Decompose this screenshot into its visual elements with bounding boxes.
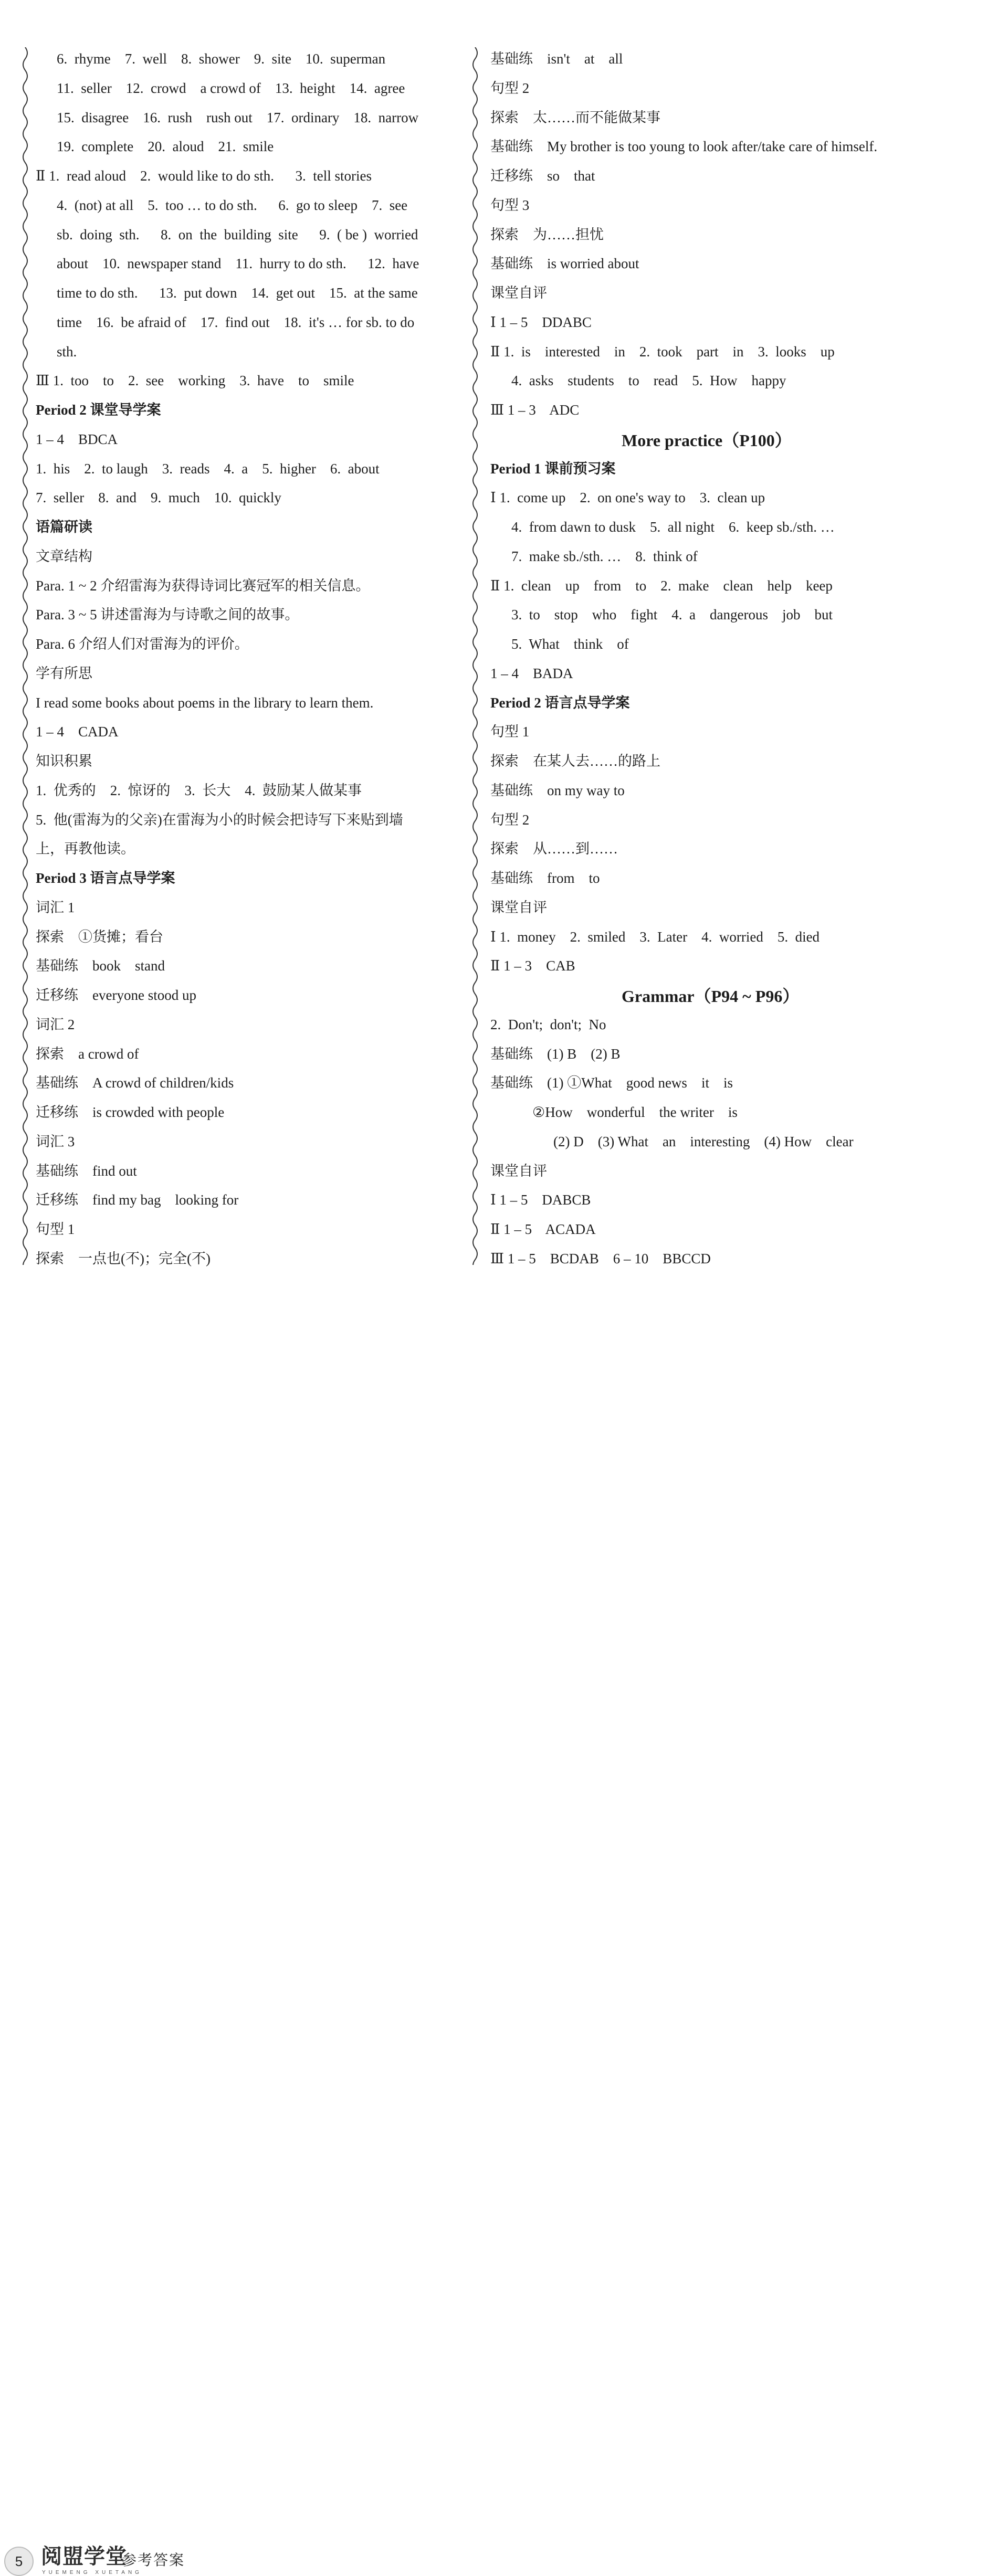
period-heading: Period 2 语言点导学案 [490, 694, 630, 711]
answer-line: 迁移练 so that [490, 168, 595, 184]
answer-line: 7. seller 8. and 9. much 10. quickly [36, 490, 281, 506]
answer-line: 6. rhyme 7. well 8. shower 9. site 10. superman [57, 51, 386, 67]
answer-line: 句型 2 [490, 811, 530, 828]
period-heading: Period 2 课堂导学案 [36, 402, 161, 418]
period-heading: 语篇研读 [36, 519, 92, 535]
answer-line: 基础练 (1) B (2) B [490, 1046, 621, 1062]
answer-line: 基础练 from to [490, 870, 600, 886]
publisher-logo: 阅盟学堂 [41, 2545, 127, 2569]
page-footer [0, 1270, 998, 2575]
answer-line: 文章结构 [36, 548, 92, 564]
answer-line: 句型 3 [490, 197, 530, 213]
answer-line: 探索 从……到…… [490, 841, 618, 857]
answer-line: Ⅰ 1. money 2. smiled 3. Later 4. worried 5. died [490, 928, 820, 945]
answer-line: about 10. newspaper stand 11. hurry to do sth. 12. have [57, 256, 419, 272]
answer-line: 1 – 4 BADA [490, 665, 573, 681]
answer-line: 上，再教他读。 [36, 841, 135, 857]
answer-line: (2) D (3) What an interesting (4) How clear [553, 1133, 854, 1149]
answer-line: 1 – 4 BDCA [36, 431, 118, 447]
answer-line: 5. What think of [511, 636, 629, 652]
answer-line: 课堂自评 [490, 285, 547, 301]
answer-line: 探索 在某人去……的路上 [490, 753, 660, 769]
answer-line: sb. doing sth. 8. on the building site 9. ( be ) worried [57, 226, 418, 242]
answer-line: 15. disagree 16. rush rush out 17. ordinary 18. narrow [57, 109, 419, 125]
answer-line: 基础练 find out [36, 1163, 137, 1179]
answer-line: Para. 6 介绍人们对雷海为的评价。 [36, 636, 249, 652]
answer-line: time 16. be afraid of 17. find out 18. it's … for sb. to do [57, 314, 415, 330]
center-wavy-divider [470, 47, 480, 1265]
period-heading: Period 3 语言点导学案 [36, 870, 175, 886]
answer-line: Ⅱ 1. is interested in 2. took part in 3. looks up [490, 343, 835, 360]
answer-line: 基础练 on my way to [490, 782, 625, 798]
answer-line: Para. 3 ~ 5 讲述雷海为与诗歌之间的故事。 [36, 607, 299, 623]
answer-line: I read some books about poems in the library to learn them. [36, 694, 374, 711]
section-heading: More practice（P100） [622, 430, 792, 450]
answer-line: Ⅲ 1. too to 2. see working 3. have to smile [36, 373, 354, 389]
answer-line: sth. [57, 343, 77, 360]
section-heading: Grammar（P94 ~ P96） [622, 987, 800, 1006]
answer-line: 探索 一点也(不)；完全(不) [36, 1250, 211, 1266]
answer-line: Ⅱ 1 – 3 CAB [490, 958, 575, 974]
period-heading: Period 1 课前预习案 [490, 460, 616, 477]
answer-line: 句型 1 [490, 724, 530, 740]
answer-line: 4. from dawn to dusk 5. all night 6. keep sb./sth. … [511, 519, 835, 535]
answer-line: 迁移练 everyone stood up [36, 987, 196, 1003]
answer-line: Ⅰ 1. come up 2. on one's way to 3. clean up [490, 490, 765, 506]
answer-key-label: 参考答案 [122, 2551, 185, 2569]
answer-line: 知识积累 [36, 753, 92, 769]
answer-line: 迁移练 is crowded with people [36, 1104, 225, 1120]
answer-line: 句型 1 [36, 1221, 75, 1237]
answer-line: 2. Don't; don't; No [490, 1016, 606, 1032]
answer-line: 探索 ①货摊；看台 [36, 928, 163, 945]
left-margin-wavy-divider [20, 47, 30, 1265]
answer-line: 基础练 My brother is too young to look after/take care of himself. [490, 139, 878, 155]
answer-line: 课堂自评 [490, 1163, 547, 1179]
answer-line: 1. 优秀的 2. 惊讶的 3. 长大 4. 鼓励某人做某事 [36, 782, 362, 798]
answer-line: 7. make sb./sth. … 8. think of [511, 548, 698, 564]
answer-line: Ⅱ 1. read aloud 2. would like to do sth. 3. tell stories [36, 168, 372, 184]
answer-line: 3. to stop who fight 4. a dangerous job but [511, 607, 833, 623]
answer-line: Ⅲ 1 – 3 ADC [490, 402, 580, 418]
answer-line: ②How wonderful the writer is [532, 1104, 738, 1120]
answer-line: 1. his 2. to laugh 3. reads 4. a 5. higher 6. about [36, 460, 380, 477]
answer-line: Ⅰ 1 – 5 DABCB [490, 1192, 591, 1208]
answer-line: 探索 为……担忧 [490, 226, 604, 242]
answer-line: 探索 太……而不能做某事 [490, 109, 660, 125]
answer-line: 句型 2 [490, 80, 530, 96]
answer-line: 基础练 is worried about [490, 256, 639, 272]
answer-line: 1 – 4 CADA [36, 724, 119, 740]
answer-line: 5. 他(雷海为的父亲)在雷海为小的时候会把诗写下来贴到墙 [36, 811, 403, 828]
answer-line: 词汇 1 [36, 899, 75, 915]
answer-line: time to do sth. 13. put down 14. get out 15. at the same [57, 285, 418, 301]
answer-line: 词汇 2 [36, 1016, 75, 1032]
answer-line: Ⅱ 1 – 5 ACADA [490, 1221, 596, 1237]
answer-line: 探索 a crowd of [36, 1046, 139, 1062]
answer-line: Ⅰ 1 – 5 DDABC [490, 314, 592, 330]
answer-line: 学有所思 [36, 665, 92, 681]
answer-line: Para. 1 ~ 2 介绍雷海为获得诗词比赛冠军的相关信息。 [36, 577, 370, 594]
answer-line: 课堂自评 [490, 899, 547, 915]
answer-line: 19. complete 20. aloud 21. smile [57, 139, 274, 155]
answer-line: 基础练 A crowd of children/kids [36, 1075, 234, 1091]
answer-line: 基础练 isn't at all [490, 51, 623, 67]
answer-line: 基础练 (1) ①What good news it is [490, 1075, 733, 1091]
page-number-badge: 5 [4, 2547, 34, 2576]
answer-line: Ⅱ 1. clean up from to 2. make clean help keep [490, 577, 833, 594]
answer-line: 迁移练 find my bag looking for [36, 1192, 239, 1208]
answer-line: 基础练 book stand [36, 958, 165, 974]
answer-line: Ⅲ 1 – 5 BCDAB 6 – 10 BBCCD [490, 1250, 711, 1266]
answer-line: 4. (not) at all 5. too … to do sth. 6. go to sleep 7. see [57, 197, 408, 213]
answer-line: 4. asks students to read 5. How happy [511, 373, 786, 389]
answer-line: 11. seller 12. crowd a crowd of 13. height 14. agree [57, 80, 405, 96]
publisher-logo-subtitle: YUEMENG XUETANG [42, 2570, 142, 2575]
answer-line: 词汇 3 [36, 1133, 75, 1149]
